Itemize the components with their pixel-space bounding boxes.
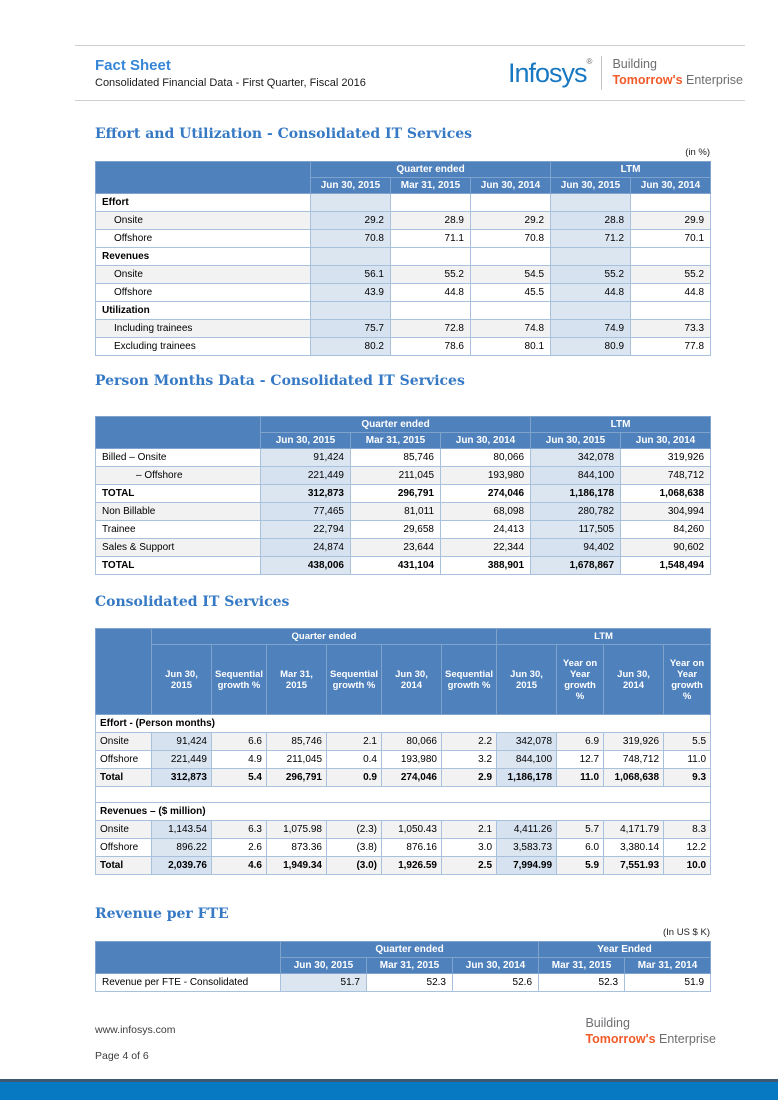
value-cell: 0.9 [327,769,382,787]
table-row [96,266,711,284]
table-cell [471,194,551,212]
value-cell: 94,402 [531,539,621,557]
table-cell [391,248,471,266]
value-cell: 29,658 [351,521,441,539]
value-cell: 52.3 [367,974,453,992]
value-cell: 91,424 [152,733,212,751]
column-header: Jun 30, 2015 [281,958,367,974]
value-cell: 44.8 [391,284,471,302]
row-label-cell: Onsite [96,266,311,284]
row-label-cell: Total [96,857,152,875]
value-cell: 274,046 [441,485,531,503]
value-cell: 221,449 [152,751,212,769]
value-cell: 24,413 [441,521,531,539]
value-cell: 274,046 [382,769,442,787]
page-subtitle: Consolidated Financial Data - First Quarter, Fiscal 2016 [95,77,366,89]
value-cell: 45.5 [471,284,551,302]
value-cell: 23,644 [351,539,441,557]
row-label-cell: Offshore [96,751,152,769]
table-row [96,449,711,467]
infosys-logo [508,56,745,90]
value-cell: 211,045 [267,751,327,769]
table-row [96,503,711,521]
table-row [96,338,711,356]
row-label-cell: Trainee [96,521,261,539]
row-label-cell: Onsite [96,733,152,751]
logo-divider [601,56,602,90]
value-cell: 1,949.34 [267,857,327,875]
table-cell [551,248,631,266]
section-label-cell: Utilization [96,302,311,320]
column-header: Jun 30, 2014 [471,178,551,194]
column-group-header: LTM [497,629,711,645]
value-cell: 342,078 [497,733,557,751]
table-cell [631,248,711,266]
table-cell [391,302,471,320]
value-cell: 80.1 [471,338,551,356]
column-header: Jun 30, 2014 [631,178,711,194]
column-group-header: Quarter ended [311,162,551,178]
value-cell: 70.8 [311,230,391,248]
value-cell: 71.2 [551,230,631,248]
value-cell: 28.9 [391,212,471,230]
value-cell: 4,411.26 [497,821,557,839]
column-header: Jun 30, 2015 [311,178,391,194]
value-cell: 80,066 [382,733,442,751]
value-cell: 29.2 [311,212,391,230]
value-cell: 1,186,178 [497,769,557,787]
consolidated-it-table [95,628,710,875]
table-row [96,212,711,230]
value-cell: 193,980 [441,467,531,485]
value-cell: 844,100 [531,467,621,485]
column-group-header: LTM [531,417,711,433]
column-header: Jun 30, 2015 [551,178,631,194]
column-header: Jun 30, 2014 [382,645,442,715]
value-cell: 2.1 [327,733,382,751]
value-cell: 6.6 [212,733,267,751]
table-cell [311,194,391,212]
row-label-cell: Total [96,769,152,787]
table-row [96,320,711,338]
value-cell: 1,143.54 [152,821,212,839]
column-header: Sequential growth % [327,645,382,715]
value-cell: 55.2 [551,266,631,284]
corner-header [96,417,261,449]
section-title-effort-utilization: Effort and Utilization - Consolidated IT Services [95,126,473,142]
table-cell [631,302,711,320]
value-cell: 221,449 [261,467,351,485]
section-row [96,302,711,320]
value-cell: 3,583.73 [497,839,557,857]
value-cell: 2.1 [442,821,497,839]
tagline-line2 [612,73,743,89]
value-cell: 44.8 [551,284,631,302]
tagline-rest: Enterprise [682,73,743,87]
column-group-header: Quarter ended [281,942,539,958]
column-header: Year on Year growth % [664,645,711,715]
table-row [96,839,711,857]
value-cell: 55.2 [631,266,711,284]
column-header: Jun 30, 2015 [497,645,557,715]
value-cell: 28.8 [551,212,631,230]
value-cell: 80.2 [311,338,391,356]
value-cell: 4.9 [212,751,267,769]
table-cell [471,302,551,320]
column-group-header: Year Ended [539,942,711,958]
row-label-cell: Onsite [96,821,152,839]
column-header: Jun 30, 2015 [261,433,351,449]
column-header: Jun 30, 2015 [152,645,212,715]
value-cell: 304,994 [621,503,711,521]
footer-tagline-line2 [585,1032,716,1048]
value-cell: 1,068,638 [621,485,711,503]
value-cell: 312,873 [261,485,351,503]
value-cell: 74.9 [551,320,631,338]
value-cell: 1,678,867 [531,557,621,575]
value-cell: 0.4 [327,751,382,769]
value-cell: 80,066 [441,449,531,467]
column-header: Mar 31, 2015 [539,958,625,974]
table-row [96,974,711,992]
value-cell: 56.1 [311,266,391,284]
person-months-table [95,416,710,575]
value-cell: 75.7 [311,320,391,338]
table-row [96,284,711,302]
table-row [96,521,711,539]
value-cell: 44.8 [631,284,711,302]
table-cell [391,194,471,212]
column-group-header: LTM [551,162,711,178]
effort-utilization-table [95,161,710,356]
section-title-consolidated-it: Consolidated IT Services [95,594,290,610]
value-cell: 4.6 [212,857,267,875]
value-cell: 748,712 [621,467,711,485]
column-header: Mar 31, 2015 [391,178,471,194]
row-label-cell: TOTAL [96,557,261,575]
column-header: Jun 30, 2014 [604,645,664,715]
corner-header [96,629,152,715]
value-cell: 11.0 [557,769,604,787]
value-cell: 1,075.98 [267,821,327,839]
spacer-row [96,787,711,803]
column-header: Jun 30, 2014 [621,433,711,449]
value-cell: 193,980 [382,751,442,769]
value-cell: 90,602 [621,539,711,557]
value-cell: 71.1 [391,230,471,248]
table-cell [311,248,391,266]
value-cell: 78.6 [391,338,471,356]
column-header: Mar 31, 2014 [625,958,711,974]
value-cell: 280,782 [531,503,621,521]
column-header: Jun 30, 2014 [453,958,539,974]
section-label-cell: Revenues [96,248,311,266]
value-cell: (2.3) [327,821,382,839]
section-row [96,715,711,733]
row-label-cell: Revenue per FTE - Consolidated [96,974,281,992]
spacer-cell [96,787,711,803]
table-row [96,751,711,769]
value-cell: 85,746 [267,733,327,751]
value-cell: 52.6 [453,974,539,992]
value-cell: 319,926 [604,733,664,751]
column-group-header: Quarter ended [152,629,497,645]
table-cell [551,302,631,320]
total-row [96,485,711,503]
value-cell: 438,006 [261,557,351,575]
column-header: Jun 30, 2015 [531,433,621,449]
value-cell: 342,078 [531,449,621,467]
row-label-cell: Offshore [96,284,311,302]
value-cell: 68,098 [441,503,531,521]
value-cell: 873.36 [267,839,327,857]
row-label-cell: TOTAL [96,485,261,503]
value-cell: 7,994.99 [497,857,557,875]
column-header: Mar 31, 2015 [351,433,441,449]
page-header [75,45,745,101]
header-titles [75,57,366,89]
total-row [96,857,711,875]
column-header: Sequential growth % [212,645,267,715]
value-cell: 1,068,638 [604,769,664,787]
value-cell: 2.5 [442,857,497,875]
value-cell: 52.3 [539,974,625,992]
section-row [96,248,711,266]
value-cell: 91,424 [261,449,351,467]
column-header: Mar 31, 2015 [367,958,453,974]
value-cell: 4,171.79 [604,821,664,839]
value-cell: 7,551.93 [604,857,664,875]
value-cell: 319,926 [621,449,711,467]
value-cell: 5.5 [664,733,711,751]
tagline-accent: Tomorrow's [612,73,683,87]
value-cell: 77.8 [631,338,711,356]
header-group-row [96,629,711,645]
value-cell: 12.2 [664,839,711,857]
value-cell: 85,746 [351,449,441,467]
value-cell: 431,104 [351,557,441,575]
data-table [95,161,711,356]
section-row [96,194,711,212]
table-row [96,230,711,248]
table-cell [631,194,711,212]
section-title-revenue-per-fte: Revenue per FTE [95,906,229,922]
value-cell: 77,465 [261,503,351,521]
row-label-cell: Including trainees [96,320,311,338]
value-cell: 6.0 [557,839,604,857]
value-cell: 2.6 [212,839,267,857]
value-cell: 12.7 [557,751,604,769]
column-header: Sequential growth % [442,645,497,715]
section-label-cell: Effort [96,194,311,212]
value-cell: 3,380.14 [604,839,664,857]
corner-header [96,942,281,974]
column-header: Mar 31, 2015 [267,645,327,715]
unit-note-usd-k: (In US $ K) [663,927,710,938]
header-group-row [96,162,711,178]
footer-page-number: Page 4 of 6 [95,1050,149,1062]
value-cell: 211,045 [351,467,441,485]
unit-note-percent: (in %) [685,147,710,158]
section-label-cell: Effort - (Person months) [96,715,711,733]
value-cell: 1,050.43 [382,821,442,839]
value-cell: 84,260 [621,521,711,539]
row-label-cell: Offshore [96,230,311,248]
value-cell: 24,874 [261,539,351,557]
registered-mark: ® [586,56,592,66]
footer-tagline [585,1016,716,1047]
revenue-per-fte-table [95,941,710,992]
value-cell: 29.9 [631,212,711,230]
value-cell: 22,794 [261,521,351,539]
table-cell [551,194,631,212]
table-row [96,821,711,839]
brand-tagline [612,57,743,88]
value-cell: 51.9 [625,974,711,992]
value-cell: 54.5 [471,266,551,284]
footer-tagline-line1: Building [585,1016,630,1030]
value-cell: 312,873 [152,769,212,787]
value-cell: 81,011 [351,503,441,521]
row-label-cell: Billed – Onsite [96,449,261,467]
footer-tagline-accent: Tomorrow's [585,1031,656,1046]
value-cell: 5.9 [557,857,604,875]
value-cell: 876.16 [382,839,442,857]
value-cell: 3.2 [442,751,497,769]
row-label-cell: Offshore [96,839,152,857]
header-group-row [96,942,711,958]
value-cell: 1,548,494 [621,557,711,575]
row-label-cell: Non Billable [96,503,261,521]
value-cell: 73.3 [631,320,711,338]
value-cell: 3.0 [442,839,497,857]
value-cell: 74.8 [471,320,551,338]
value-cell: 1,186,178 [531,485,621,503]
column-header-row [96,645,711,715]
row-label-cell: Sales & Support [96,539,261,557]
data-table [95,941,711,992]
value-cell: (3.8) [327,839,382,857]
value-cell: 2.9 [442,769,497,787]
value-cell: 51.7 [281,974,367,992]
value-cell: 72.8 [391,320,471,338]
section-label-cell: Revenues – ($ million) [96,803,711,821]
row-label-cell: Onsite [96,212,311,230]
table-row [96,467,711,485]
table-row [96,539,711,557]
value-cell: 11.0 [664,751,711,769]
value-cell: 1,926.59 [382,857,442,875]
value-cell: (3.0) [327,857,382,875]
value-cell: 2,039.76 [152,857,212,875]
value-cell: 388,901 [441,557,531,575]
column-header: Year on Year growth % [557,645,604,715]
table-cell [311,302,391,320]
value-cell: 22,344 [441,539,531,557]
section-row [96,803,711,821]
value-cell: 5.7 [557,821,604,839]
value-cell: 55.2 [391,266,471,284]
value-cell: 6.3 [212,821,267,839]
value-cell: 748,712 [604,751,664,769]
value-cell: 70.1 [631,230,711,248]
value-cell: 2.2 [442,733,497,751]
column-group-header: Quarter ended [261,417,531,433]
value-cell: 29.2 [471,212,551,230]
value-cell: 10.0 [664,857,711,875]
data-table [95,628,711,875]
value-cell: 896.22 [152,839,212,857]
tagline-line1: Building [612,57,657,72]
total-row [96,557,711,575]
footer-url-link[interactable]: www.infosys.com [95,1024,176,1036]
value-cell: 8.3 [664,821,711,839]
data-table [95,416,711,575]
value-cell: 296,791 [267,769,327,787]
value-cell: 43.9 [311,284,391,302]
value-cell: 9.3 [664,769,711,787]
value-cell: 70.8 [471,230,551,248]
footer-tagline-rest: Enterprise [655,1031,716,1046]
column-header: Jun 30, 2014 [441,433,531,449]
corner-header [96,162,311,194]
row-label-cell: – Offshore [96,467,261,485]
section-title-person-months: Person Months Data - Consolidated IT Services [95,373,465,389]
table-cell [471,248,551,266]
table-row [96,733,711,751]
header-group-row [96,417,711,433]
value-cell: 80.9 [551,338,631,356]
row-label-cell: Excluding trainees [96,338,311,356]
page-title: Fact Sheet [95,57,171,74]
bottom-bar [0,1079,778,1100]
infosys-wordmark: Infosys® [507,56,592,88]
value-cell: 6.9 [557,733,604,751]
value-cell: 117,505 [531,521,621,539]
value-cell: 844,100 [497,751,557,769]
total-row [96,769,711,787]
value-cell: 5.4 [212,769,267,787]
value-cell: 296,791 [351,485,441,503]
